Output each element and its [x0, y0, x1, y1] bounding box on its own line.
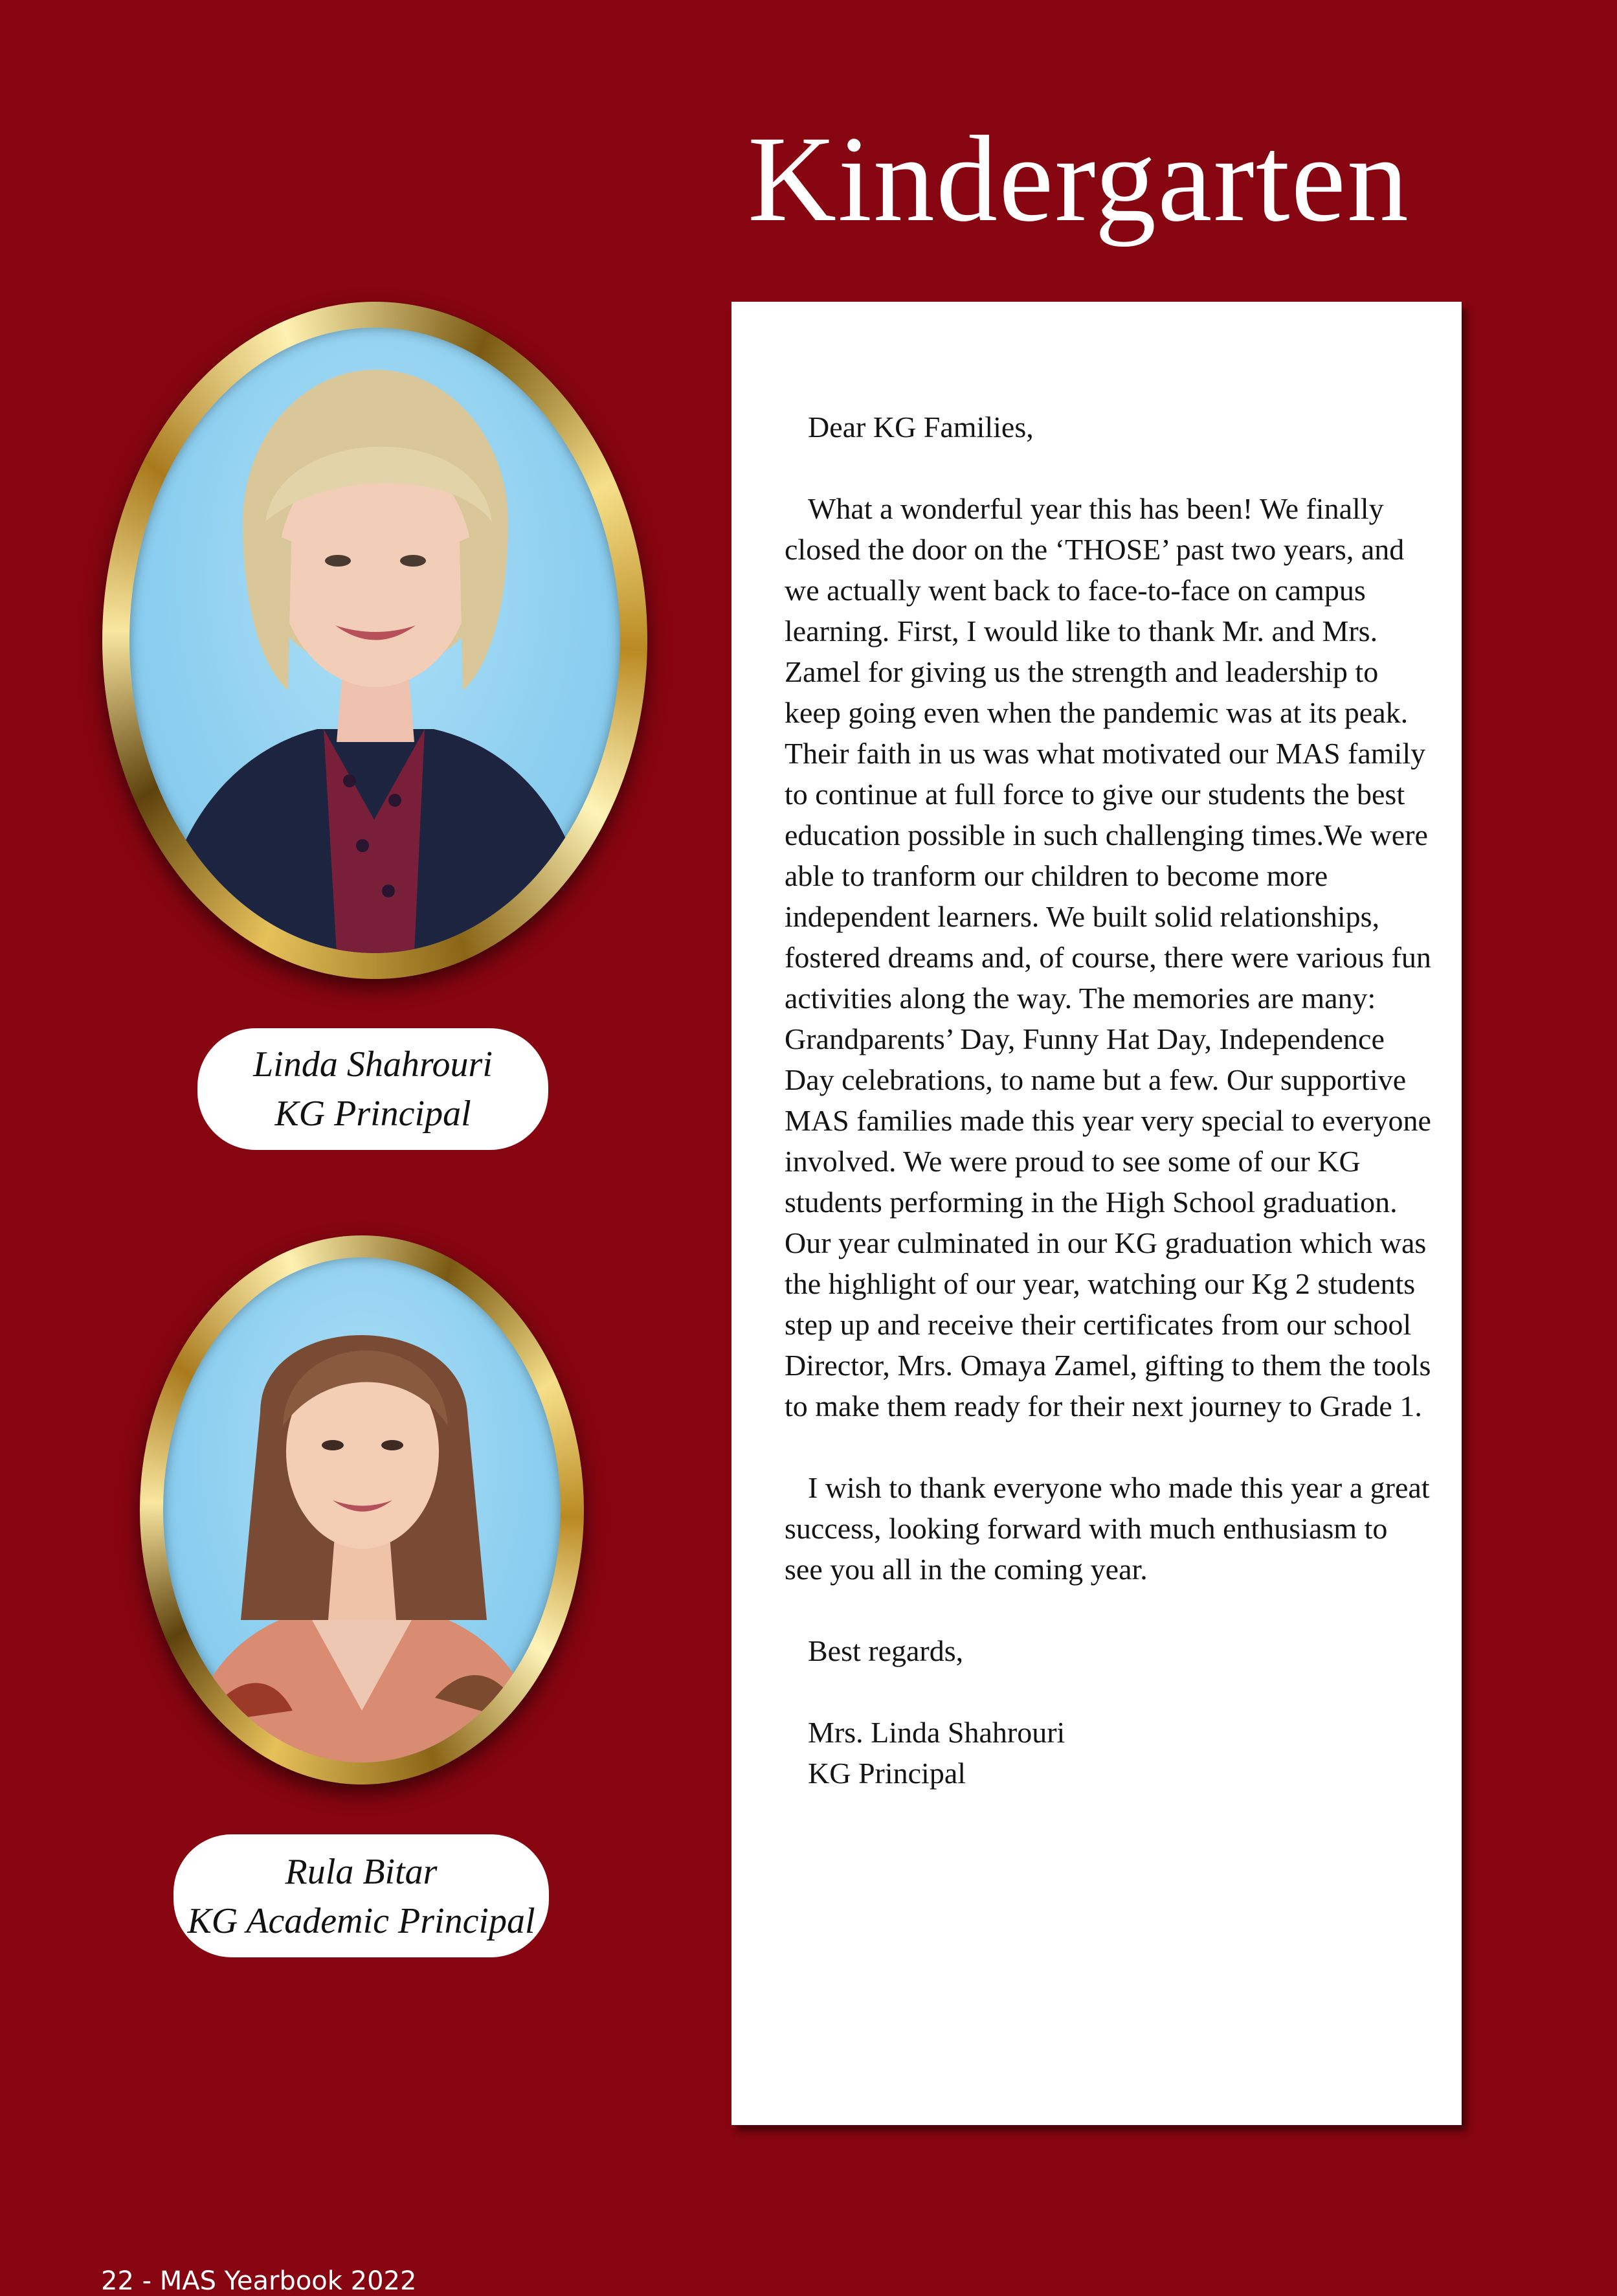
letter-salutation: Dear KG Families,	[808, 411, 1034, 444]
letter-text	[785, 407, 1432, 1794]
letter-closing: Best regards,	[808, 1634, 964, 1667]
portrait-caption-linda	[197, 1028, 548, 1150]
letter-signature-name: Mrs. Linda Shahrouri	[808, 1716, 1065, 1749]
portrait-role: KG Principal	[274, 1094, 471, 1134]
letter-paragraph: What a wonderful year this has been! We finally closed the door on the ‘THOSE’ past two years, and we actually went back to face-to-face on campus learning. First, I would like to thank Mr. and Mrs. Zamel for giving us the strength and leadership to keep going even when the pandemic was at its peak. Their faith in us was what motivated our MAS family to continue at full force to give our students the best education possible in such challenging times.We were able to tranform our children to become more independent learners. We built solid relationships, fostered dreams and, of course, there were various fun activities along the way. The memories are many: Grandparents’ Day, Funny Hat Day, Independence Day celebrations, to name but a few. Our supportive MAS families made this year very special to everyone involved. We were proud to see some of our KG students performing in the High School graduation. Our year culminated in our KG graduation which was the highlight of our year, watching our Kg 2 students step up and receive their certificates from our school Director, Mrs. Omaya Zamel, gifting to them the tools to make them ready for their next journey to Grade 1.	[785, 492, 1431, 1423]
portrait-role: KG Academic Principal	[187, 1901, 535, 1941]
letter-card	[731, 302, 1462, 2125]
portrait-photo-rula	[163, 1257, 561, 1762]
person-silhouette-icon	[129, 328, 620, 953]
portrait-name: Rula Bitar	[285, 1852, 438, 1892]
page-title: Kindergarten	[748, 111, 1410, 247]
person-silhouette-icon	[163, 1257, 561, 1762]
portrait-name: Linda Shahrouri	[253, 1044, 493, 1085]
portrait-photo-linda	[129, 328, 620, 953]
portrait-frame-rula	[140, 1235, 584, 1784]
letter-paragraph: I wish to thank everyone who made this year a great success, looking forward with much enthusiasm to see you all in the coming year.	[785, 1471, 1430, 1586]
portrait-caption-rula	[173, 1834, 549, 1957]
letter-signature-role: KG Principal	[808, 1757, 966, 1790]
page-footer: 22 - MAS Yearbook 2022	[101, 2266, 417, 2296]
portrait-frame-linda	[102, 302, 647, 979]
